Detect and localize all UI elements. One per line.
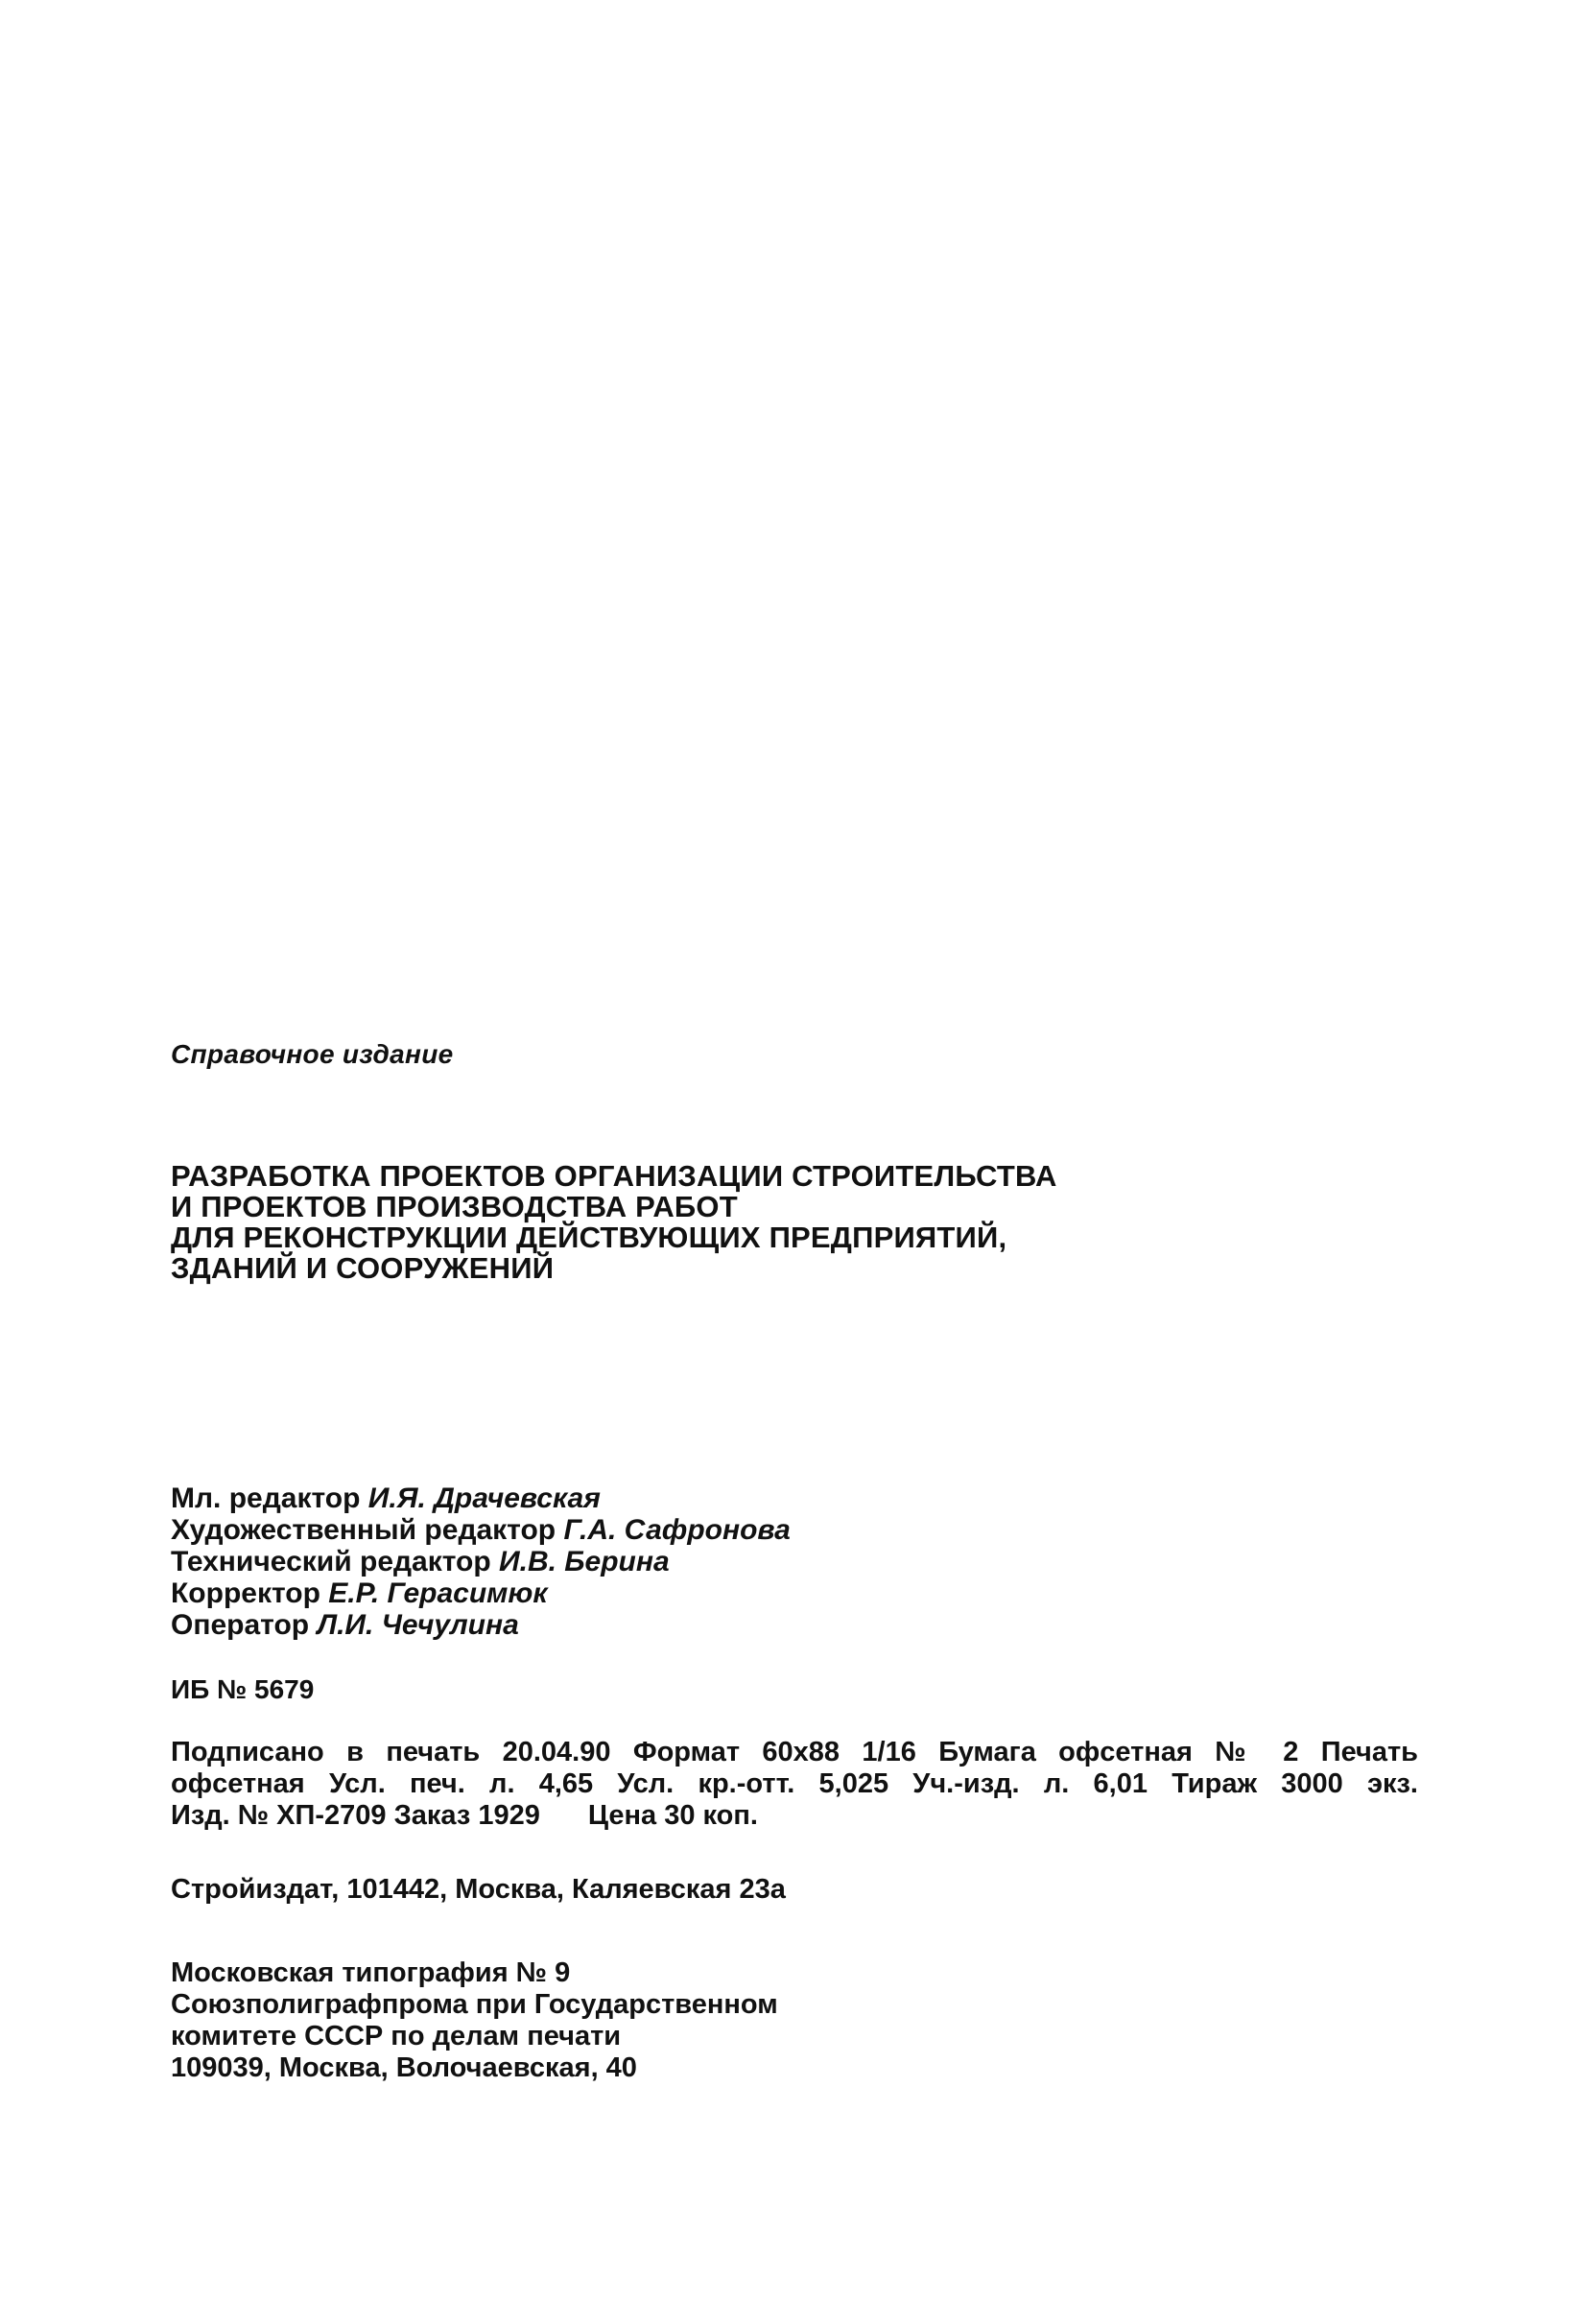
credit-row	[171, 1482, 791, 1514]
price-info: Цена 30 коп.	[587, 1800, 758, 1831]
title-line: ЗДАНИЙ И СООРУЖЕНИЙ	[171, 1251, 555, 1285]
credit-row	[171, 1546, 791, 1577]
printer-line: Союзполиграфпрома при Государственном	[171, 1989, 778, 2020]
credit-row	[171, 1577, 791, 1609]
credit-role: Оператор	[171, 1609, 310, 1641]
credit-person: Г.А. Сафронова	[563, 1514, 791, 1546]
imprint-line	[171, 1800, 1418, 1832]
edition-type: Справочное издание	[171, 1039, 454, 1069]
printer-line: 109039, Москва, Волочаевская, 40	[171, 2052, 637, 2083]
title-line: РАЗРАБОТКА ПРОЕКТОВ ОРГАНИЗАЦИИ СТРОИТЕЛЬСТВА	[171, 1159, 1057, 1193]
printer-line: комитете СССР по делам печати	[171, 2021, 622, 2051]
credit-role: Корректор	[171, 1577, 320, 1609]
imprint-line: офсетная Усл. печ. л. 4,65 Усл. кр.-отт. 5,025 Уч.-изд. л. 6,01 Тираж 3000 экз.	[171, 1768, 1418, 1799]
imprint-details	[171, 1737, 1418, 1832]
credit-role: Технический редактор	[171, 1546, 491, 1577]
credit-person: И.В. Берина	[499, 1546, 670, 1577]
credit-person: И.Я. Драчевская	[367, 1482, 601, 1514]
order-info: Изд. № ХП-2709 Заказ 1929	[171, 1800, 540, 1831]
ib-number: ИБ № 5679	[171, 1674, 315, 1704]
credit-role: Мл. редактор	[171, 1482, 361, 1514]
publisher-address: Стройиздат, 101442, Москва, Каляевская 23а	[171, 1874, 786, 1905]
title-line: И ПРОЕКТОВ ПРОИЗВОДСТВА РАБОТ	[171, 1190, 738, 1223]
credit-person: Л.И. Чечулина	[317, 1609, 519, 1641]
title-line: ДЛЯ РЕКОНСТРУКЦИИ ДЕЙСТВУЮЩИХ ПРЕДПРИЯТИЙ,	[171, 1221, 1007, 1254]
credit-person: Е.Р. Герасимюк	[328, 1577, 548, 1609]
printer-line: Московская типография № 9	[171, 1957, 571, 1988]
credits-list	[171, 1482, 791, 1641]
credit-role: Художественный редактор	[171, 1514, 556, 1546]
printer-info	[171, 1957, 778, 2084]
imprint-line: Подписано в печать 20.04.90 Формат 60х88 1/16 Бумага офсетная № 2 Печать	[171, 1737, 1418, 1767]
credit-row	[171, 1609, 791, 1641]
credit-row	[171, 1514, 791, 1546]
book-title	[171, 1161, 1057, 1284]
